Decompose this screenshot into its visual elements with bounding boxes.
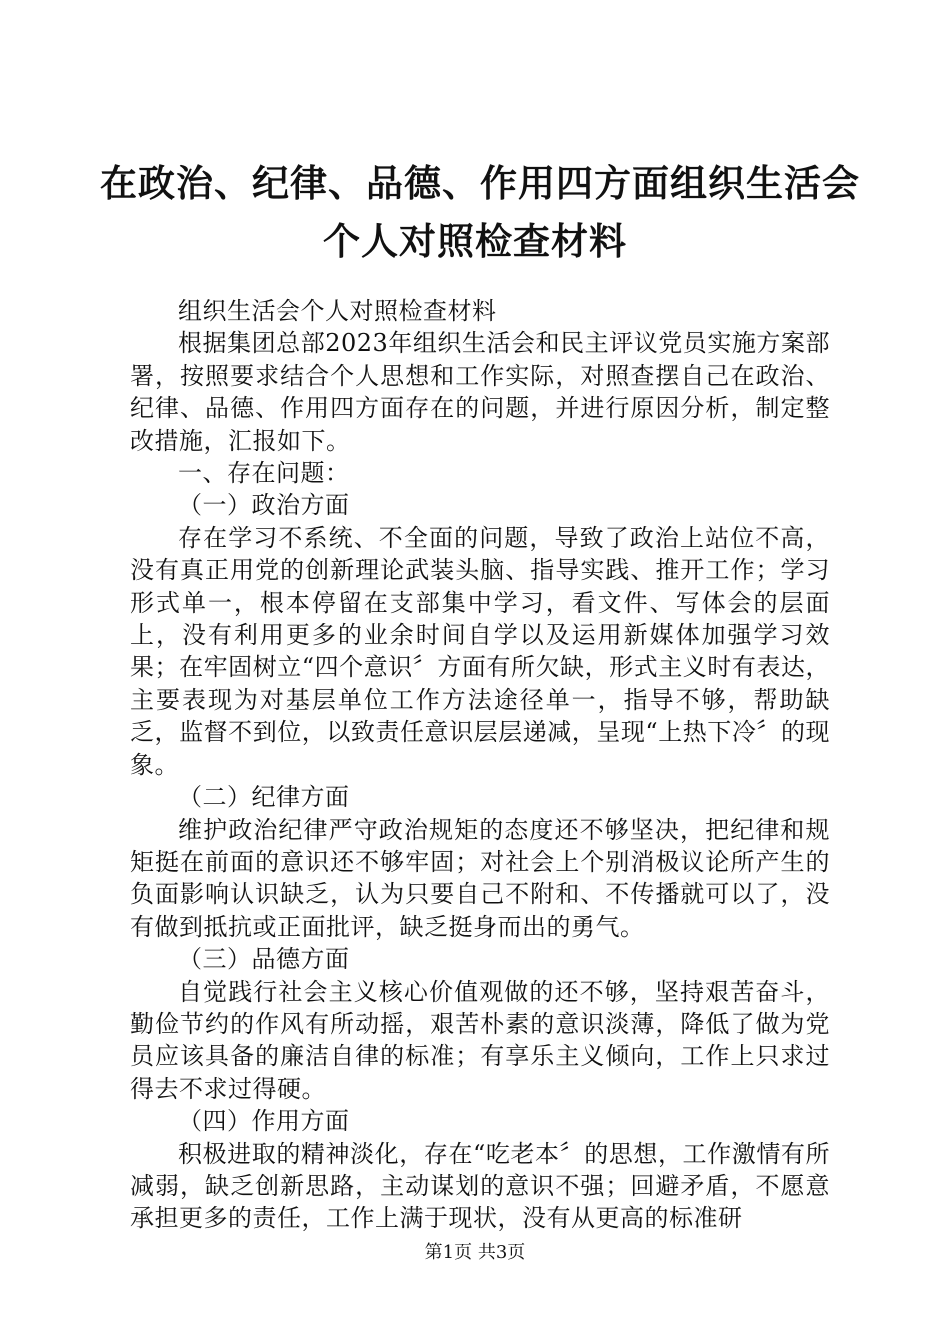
- page-number-footer: 第1页 共3页: [424, 1242, 526, 1263]
- section-heading: 一、存在问题：: [178, 459, 350, 488]
- subtitle-paragraph: 组织生活会个人对照检查材料: [178, 297, 497, 325]
- document-title-line-2: 个人对照检查材料: [323, 220, 627, 263]
- subsection-heading-morality: （三）品德方面: [178, 945, 350, 974]
- discipline-paragraph: 维护政治纪律严守政治规矩的态度还不够坚决，把纪律和规矩挺在前面的意识还不够牢固；对社会上个别消极议论所产生的负面影响认识缺乏，认为只要自己不附和、不传播就可以了，没有做到抵抗或正面批评，缺乏挺身而出的勇气。: [130, 815, 830, 941]
- subsection-heading-politics: （一）政治方面: [178, 491, 350, 520]
- morality-paragraph: 自觉践行社会主义核心价值观做的还不够，坚持艰苦奋斗，勤俭节约的作风有所动摇，艰苦朴素的意识淡薄，降低了做为党员应该具备的廉洁自律的标准；有享乐主义倾向，工作上只求过得去不求过得硬。: [130, 977, 830, 1103]
- subsection-heading-role: （四）作用方面: [178, 1107, 350, 1136]
- politics-paragraph: 存在学习不系统、不全面的问题，导致了政治上站位不高，没有真正用党的创新理论武装头脑、指导实践、推开工作；学习形式单一，根本停留在支部集中学习，看文件、写体会的层面上，没有利用更多的业余时间自学以及运用新媒体加强学习效果；在牢固树立“四个意识〞方面有所欠缺，形式主义时有表达，主要表现为对基层单位工作方法途径单一，指导不够，帮助缺乏，监督不到位，以致责任意识层层递减，呈现“上热下冷〞的现象。: [130, 523, 830, 779]
- document-title-line-1: 在政治、纪律、品德、作用四方面组织生活会: [100, 162, 860, 205]
- role-paragraph: 积极进取的精神淡化，存在“吃老本〞的思想，工作激情有所减弱，缺乏创新思路，主动谋划的意识不强；回避矛盾，不愿意承担更多的责任，工作上满于现状，没有从更高的标准研: [130, 1139, 830, 1233]
- intro-paragraph: 根据集团总部2023年组织生活会和民主评议党员实施方案部署，按照要求结合个人思想和工作实际，对照查摆自己在政治、纪律、品德、作用四方面存在的问题，并进行原因分析，制定整改措施，汇报如下。: [130, 329, 830, 455]
- document-body: [130, 295, 830, 1235]
- subsection-heading-discipline: （二）纪律方面: [178, 783, 350, 812]
